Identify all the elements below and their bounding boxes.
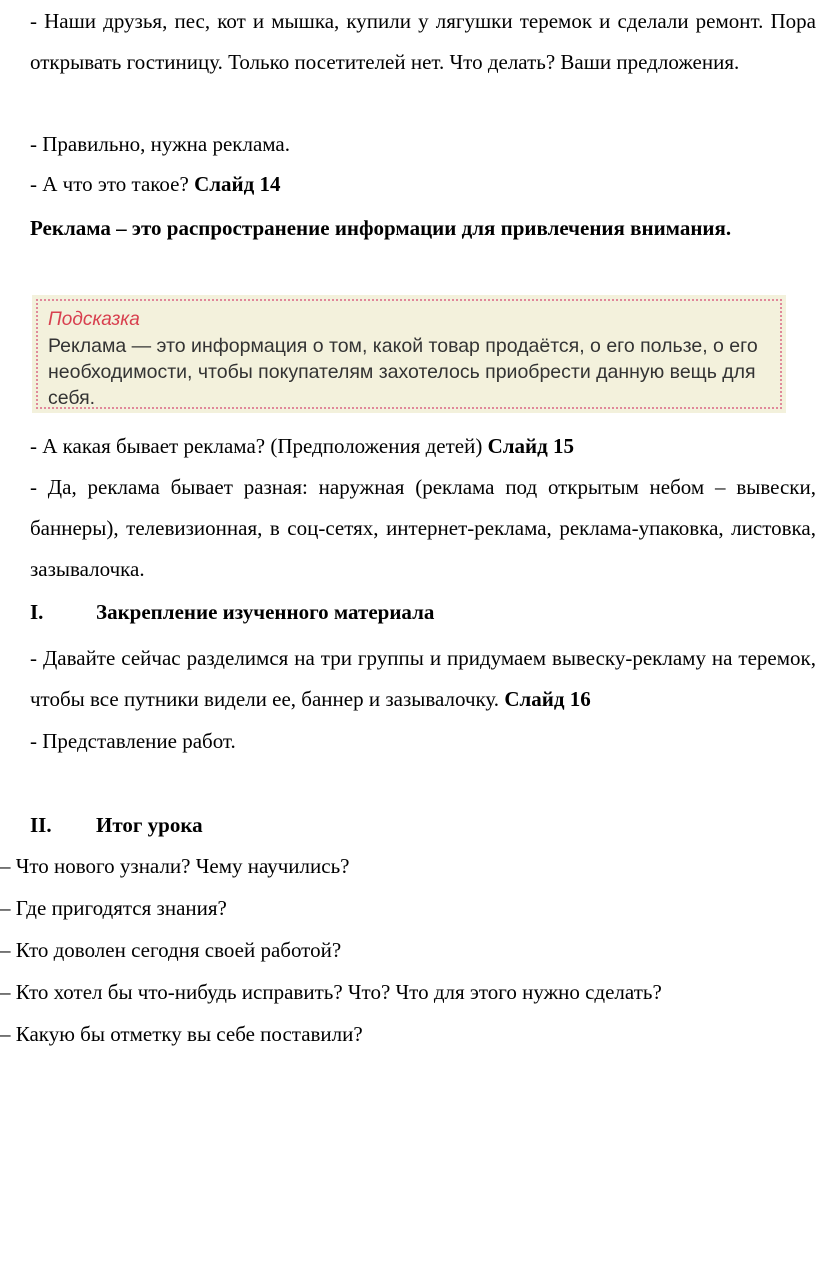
section-title: Закрепление изученного материала (96, 600, 435, 624)
paragraph-intro: - Наши друзья, пес, кот и мышка, купили у лягушки теремок и сделали ремонт. Пора открывать гостиницу. Только посетителей нет. Что делать? Ваши предложения. (30, 9, 816, 74)
question-item: – Кто хотел бы что-нибудь исправить? Что? Что для этого нужно сделать? (0, 980, 662, 1004)
slide-ref: Слайд 14 (194, 172, 281, 196)
paragraph-presentation: - Представление работ. (30, 729, 236, 753)
slide-ref: Слайд 15 (487, 434, 574, 458)
question-text: - А что это такое? (30, 172, 189, 196)
section-heading (30, 810, 203, 840)
paragraph-question (30, 164, 816, 205)
question-item: – Какую бы отметку вы себе поставили? (0, 1022, 363, 1046)
question-item: – Кто доволен сегодня своей работой? (0, 938, 342, 962)
section-title: Итог урока (96, 813, 203, 837)
paragraph-types: - Да, реклама бывает разная: наружная (реклама под открытым небом – вывески, баннеры), телевизионная, в соц-сетях, интернет-реклама, реклама-упаковка, листовка, зазывалочка. (30, 475, 816, 581)
task-text: - Давайте сейчас разделимся на три группы и придумаем вывеску-рекламу на теремок, чтобы все путники видели ее, баннер и зазывалочку. (30, 646, 816, 711)
paragraph-task (30, 638, 816, 720)
question-item: – Где пригодятся знания? (0, 896, 227, 920)
slide-ref: Слайд 16 (504, 687, 591, 711)
section-heading (30, 597, 434, 627)
hint-text: Реклама — это информация о том, какой товар продаётся, о его пользе, о его необходимости, чтобы покупателям захотелось приобрести данную вещь для себя. (48, 335, 758, 409)
question-text: - А какая бывает реклама? (Предположения детей) (30, 434, 483, 458)
paragraph-question-2 (30, 426, 816, 467)
hint-box (32, 295, 786, 413)
definition: Реклама – это распространение информации для привлечения внимания. (30, 216, 732, 240)
section-number: I. (30, 600, 44, 624)
paragraph-answer: - Правильно, нужна реклама. (30, 132, 290, 156)
question-item: – Что нового узнали? Чему научились? (0, 854, 350, 878)
hint-title: Подсказка (48, 309, 140, 330)
section-number: II. (30, 813, 52, 837)
